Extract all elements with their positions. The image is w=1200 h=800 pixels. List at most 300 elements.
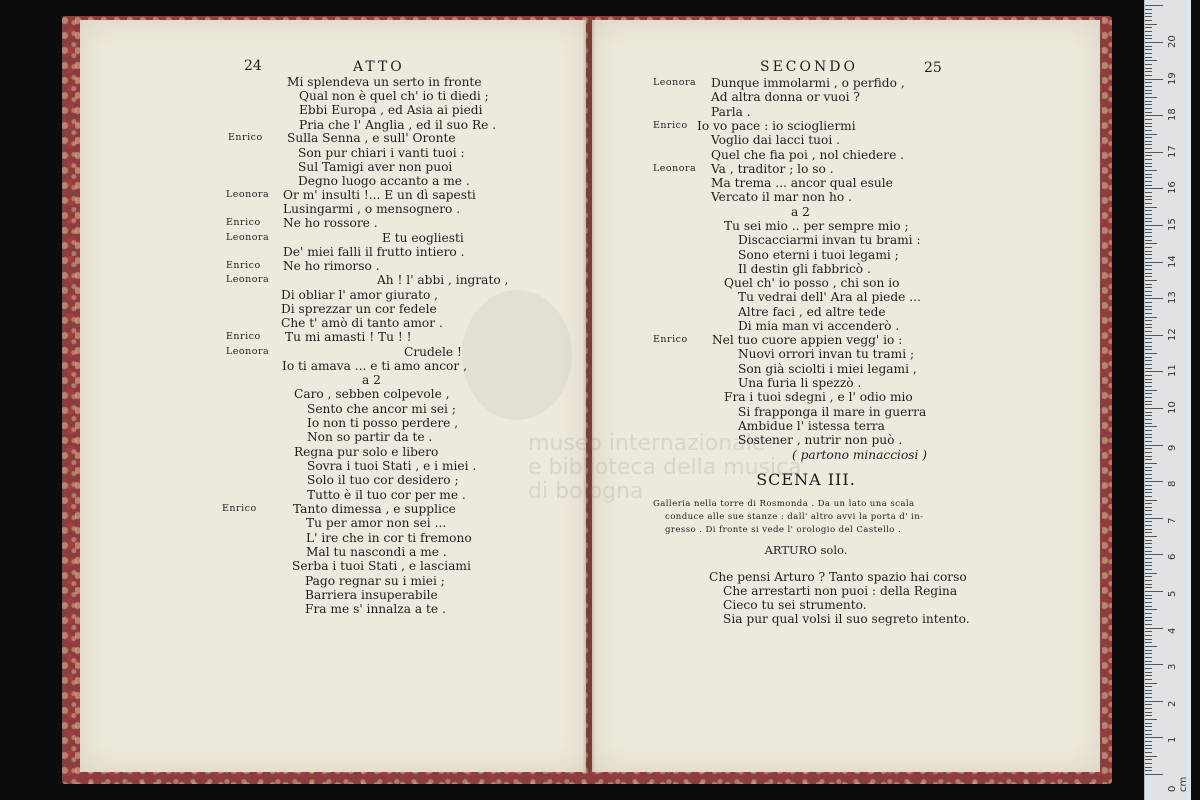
ruler-tick xyxy=(1145,170,1157,171)
ruler-tick xyxy=(1145,137,1152,138)
verse-line: Ah ! l' abbi , ingrato , xyxy=(377,273,509,287)
verse-line: Tu per amor non sei ... xyxy=(306,516,447,530)
ruler-number: 8 xyxy=(1167,480,1178,488)
ruler-tick xyxy=(1145,262,1163,263)
ruler-tick xyxy=(1145,478,1152,479)
ruler-tick xyxy=(1145,327,1152,328)
ruler-tick xyxy=(1145,16,1152,17)
verse-line: E tu eogliesti xyxy=(382,231,464,245)
ruler-tick xyxy=(1145,386,1152,387)
verse-line: Io non ti posso perdere , xyxy=(307,416,459,430)
ruler-tick xyxy=(1145,368,1152,369)
ruler-tick xyxy=(1145,313,1152,314)
verse-line: Fra me s' innalza a te . xyxy=(305,602,446,616)
verse-line: Vercato il mar non ho . xyxy=(711,190,852,204)
verse-line: Quel che fia poi , nol chiedere . xyxy=(711,148,905,162)
ruler-tick xyxy=(1145,470,1152,471)
ruler-tick xyxy=(1145,104,1152,105)
verse-line: Solo il tuo cor desidero ; xyxy=(307,473,459,487)
ruler-tick xyxy=(1145,324,1152,325)
verse-line: Tutto è il tuo cor per me . xyxy=(307,488,466,502)
ruler-tick xyxy=(1145,90,1152,91)
right-page-number: 25 xyxy=(924,60,942,76)
verse-line: Che pensi Arturo ? Tanto spazio hai corso xyxy=(709,570,967,584)
ruler-tick xyxy=(1145,141,1152,142)
ruler-tick xyxy=(1145,38,1152,39)
ruler-number: 4 xyxy=(1167,627,1178,634)
ruler-tick xyxy=(1145,192,1152,193)
ruler-tick xyxy=(1145,598,1152,599)
verse-line: Ne ho rossore . xyxy=(283,216,378,230)
ruler-tick xyxy=(1145,214,1152,215)
ruler-tick xyxy=(1145,342,1152,343)
ruler-tick xyxy=(1145,225,1163,226)
ruler-tick xyxy=(1145,174,1152,175)
verse-line: Quel ch' io posso , chi son io xyxy=(724,276,900,290)
verse-line: Lusingarmi , o mensognero . xyxy=(283,202,461,216)
ruler-tick xyxy=(1145,360,1152,361)
ruler-tick xyxy=(1145,510,1152,511)
ruler-tick xyxy=(1145,287,1152,288)
ruler-tick xyxy=(1145,408,1163,409)
verse-line: Son già sciolti i miei legami , xyxy=(738,362,917,376)
ruler-tick xyxy=(1145,20,1152,21)
verse-line: Che arrestarti non puoi : della Regina xyxy=(723,584,958,598)
ruler-tick xyxy=(1145,35,1152,36)
ruler-tick xyxy=(1145,64,1152,65)
ruler-tick xyxy=(1145,119,1152,120)
ruler-tick xyxy=(1145,562,1152,563)
ruler-tick xyxy=(1145,748,1152,749)
verse-line: Una furia li spezzò . xyxy=(738,376,862,390)
ruler-tick xyxy=(1145,240,1152,241)
ruler-tick xyxy=(1145,642,1152,643)
a-due-marker: a 2 xyxy=(791,205,810,219)
ruler-tick xyxy=(1145,144,1152,145)
ruler-tick xyxy=(1145,521,1152,522)
ruler-tick xyxy=(1145,653,1152,654)
ruler-tick xyxy=(1145,401,1152,402)
ruler-tick xyxy=(1145,185,1152,186)
verse-line: Sento che ancor mi sei ; xyxy=(307,402,456,416)
ruler-tick xyxy=(1145,236,1152,237)
verse-line: Or m' insulti !... E un dì sapesti xyxy=(283,188,476,202)
ruler-tick xyxy=(1145,49,1152,50)
ruler-tick xyxy=(1145,624,1152,625)
ruler-tick xyxy=(1145,631,1152,632)
verse-line: Nel tuo cuore appien vegg' io : xyxy=(712,333,903,347)
verse-line: Parla . xyxy=(711,105,751,119)
verse-line: Va , traditor ; lo so . xyxy=(711,162,834,176)
ruler-tick xyxy=(1145,719,1157,720)
ruler-tick xyxy=(1145,93,1152,94)
ruler-tick xyxy=(1145,708,1152,709)
ruler-tick xyxy=(1145,715,1152,716)
ruler-tick xyxy=(1145,166,1152,167)
ruler-tick xyxy=(1145,543,1152,544)
ruler-tick xyxy=(1145,79,1163,80)
ruler-number: 14 xyxy=(1167,254,1178,268)
verse-line: Non so partir da te . xyxy=(307,430,433,444)
verse-line: Discacciarmi invan tu brami : xyxy=(738,233,921,247)
ruler-number: 11 xyxy=(1167,364,1178,378)
ruler-tick xyxy=(1145,126,1152,127)
speaker-label: Enrico xyxy=(653,120,688,131)
verse-line: Cieco tu sei strumento. xyxy=(723,598,867,612)
ruler-tick xyxy=(1145,71,1152,72)
verse-line: Altre faci , ed altre tede xyxy=(738,305,886,319)
ruler-tick xyxy=(1145,123,1152,124)
speaker-label: Enrico xyxy=(226,260,261,271)
ruler-tick xyxy=(1145,419,1152,420)
ruler-tick xyxy=(1145,338,1152,339)
ruler-number: 2 xyxy=(1167,700,1178,707)
ruler-tick xyxy=(1145,628,1163,629)
verse-line: Sulla Senna , e sull' Oronte xyxy=(287,131,456,145)
ruler-tick xyxy=(1145,31,1152,32)
verse-line: Pago regnar su i miei ; xyxy=(305,574,445,588)
ruler-tick xyxy=(1145,298,1163,299)
verse-line: Che t' amò di tanto amor . xyxy=(281,316,443,330)
verse-line: Ebbi Europa , ed Asia ai piedi xyxy=(299,103,483,117)
verse-line: Dunque immolarmi , o perfido , xyxy=(711,76,905,90)
ruler-tick xyxy=(1145,46,1152,47)
ruler-tick xyxy=(1145,273,1152,274)
ruler-tick xyxy=(1145,159,1152,160)
ruler-number: 16 xyxy=(1167,181,1178,195)
ruler-tick xyxy=(1145,584,1152,585)
verse-line: Sul Tamigi aver non puoi xyxy=(298,160,453,174)
ruler-tick xyxy=(1145,573,1157,574)
ruler-number: 5 xyxy=(1167,590,1178,597)
verse-line: Si frapponga il mare in guerra xyxy=(738,405,927,419)
ruler-tick xyxy=(1145,423,1152,424)
ruler-tick xyxy=(1145,668,1152,669)
ruler-tick xyxy=(1145,452,1152,453)
ruler-tick xyxy=(1145,514,1152,515)
ruler-tick xyxy=(1145,412,1152,413)
measurement-ruler xyxy=(1144,0,1191,800)
ruler-tick xyxy=(1145,726,1152,727)
ruler-tick xyxy=(1145,309,1152,310)
ruler-tick xyxy=(1145,693,1152,694)
ruler-tick xyxy=(1145,759,1152,760)
ruler-tick xyxy=(1145,529,1152,530)
verse-line: Mal tu nascondi a me . xyxy=(306,545,447,559)
ruler-tick xyxy=(1145,426,1157,427)
verse-line: Barriera insuperabile xyxy=(305,588,438,602)
ruler-tick xyxy=(1145,210,1152,211)
ruler-tick xyxy=(1145,770,1152,771)
speaker-label: Leonora xyxy=(653,163,697,174)
ruler-number: 9 xyxy=(1167,444,1178,451)
ruler-tick xyxy=(1145,82,1152,83)
ruler-tick xyxy=(1145,108,1152,109)
ruler-tick xyxy=(1145,148,1152,149)
ruler-tick xyxy=(1145,371,1163,372)
ruler-tick xyxy=(1145,474,1152,475)
left-page-number: 24 xyxy=(244,58,262,74)
ruler-tick xyxy=(1145,320,1152,321)
ruler-tick xyxy=(1145,745,1152,746)
ruler-tick xyxy=(1145,203,1152,204)
ruler-tick xyxy=(1145,254,1152,255)
ruler-tick xyxy=(1145,295,1152,296)
stage-direction-line: Galleria nella torre di Rosmonda . Da un lato una scala xyxy=(653,499,915,509)
ruler-tick xyxy=(1145,221,1152,222)
ruler-tick xyxy=(1145,265,1152,266)
ruler-tick xyxy=(1145,229,1152,230)
ruler-tick xyxy=(1145,756,1157,757)
ruler-tick xyxy=(1145,741,1152,742)
ruler-tick xyxy=(1145,284,1152,285)
verse-line: Tu vedrai dell' Ara al piede ... xyxy=(738,290,921,304)
ruler-tick xyxy=(1145,448,1152,449)
ruler-tick xyxy=(1145,404,1152,405)
verse-line: Tu sei mio .. per sempre mio ; xyxy=(724,219,909,233)
stage-direction-line: gresso . Di fronte si vede l' orologio del Castello . xyxy=(665,525,902,535)
ruler-tick xyxy=(1145,291,1152,292)
ruler-number: 18 xyxy=(1167,108,1178,122)
right-running-head: SECONDO xyxy=(760,59,858,75)
ruler-tick xyxy=(1145,609,1157,610)
ruler-tick xyxy=(1145,188,1163,189)
ruler-tick xyxy=(1145,481,1163,482)
ruler-tick xyxy=(1145,492,1152,493)
ruler-number: 20 xyxy=(1167,35,1178,48)
ruler-tick xyxy=(1145,500,1157,501)
ruler-number: 1 xyxy=(1167,737,1178,744)
verse-line: Io vo pace : io sciogliermi xyxy=(697,119,856,133)
ruler-tick xyxy=(1145,701,1163,702)
ruler-tick xyxy=(1145,525,1152,526)
verse-line: Tanto dimessa , e supplice xyxy=(293,502,456,516)
ruler-tick xyxy=(1145,463,1157,464)
ruler-tick xyxy=(1145,112,1152,113)
ruler-tick xyxy=(1145,258,1152,259)
verse-line: Crudele ! xyxy=(404,345,462,359)
speaker-label: Leonora xyxy=(226,274,270,285)
ruler-tick xyxy=(1145,130,1152,131)
ruler-tick xyxy=(1145,507,1152,508)
ruler-tick xyxy=(1145,734,1152,735)
ruler-tick xyxy=(1145,430,1152,431)
ruler-tick xyxy=(1145,269,1152,270)
ruler-tick xyxy=(1145,489,1152,490)
ruler-tick xyxy=(1145,445,1163,446)
ruler-tick xyxy=(1145,697,1152,698)
verse-line: Ambidue l' istessa terra xyxy=(738,419,885,433)
ruler-tick xyxy=(1145,576,1152,577)
speaker-label: Enrico xyxy=(226,331,261,342)
ruler-tick xyxy=(1145,547,1152,548)
ruler-tick xyxy=(1145,357,1152,358)
ruler-tick xyxy=(1145,657,1152,658)
ruler-tick xyxy=(1145,397,1152,398)
ruler-tick xyxy=(1145,115,1163,116)
ruler-tick xyxy=(1145,613,1152,614)
ruler-tick xyxy=(1145,181,1152,182)
speaker-label: Enrico xyxy=(228,132,263,143)
ruler-tick xyxy=(1145,650,1152,651)
ruler-tick xyxy=(1145,5,1163,6)
ruler-tick xyxy=(1145,364,1152,365)
verse-line: Di mia man vi accenderò . xyxy=(738,319,900,333)
ruler-tick xyxy=(1145,664,1163,665)
ruler-number: 6 xyxy=(1167,554,1178,561)
verse-line: Regna pur solo e libero xyxy=(294,445,439,459)
ruler-tick xyxy=(1145,302,1152,303)
speaker-label: Enrico xyxy=(653,334,688,345)
ruler-tick xyxy=(1145,68,1152,69)
speaker-label: Leonora xyxy=(226,232,270,243)
ruler-number: 17 xyxy=(1167,145,1178,158)
ruler-tick xyxy=(1145,723,1152,724)
ruler-tick xyxy=(1145,86,1152,87)
ruler-tick xyxy=(1145,503,1152,504)
ruler-tick xyxy=(1145,496,1152,497)
ruler-tick xyxy=(1145,280,1157,281)
ruler-tick xyxy=(1145,382,1152,383)
ruler-tick xyxy=(1145,532,1152,533)
verse-line: Di obliar l' amor giurato , xyxy=(281,288,439,302)
verse-line: Sono eterni i tuoi legami ; xyxy=(738,248,899,262)
ruler-tick xyxy=(1145,390,1157,391)
ruler-tick xyxy=(1145,737,1163,738)
ruler-tick xyxy=(1145,276,1152,277)
ruler-tick xyxy=(1145,335,1163,336)
ruler-tick xyxy=(1145,317,1157,318)
ruler-tick xyxy=(1145,75,1152,76)
verse-line: Sostener , nutrir non può . xyxy=(738,433,903,447)
ruler-tick xyxy=(1145,767,1152,768)
left-running-head: ATTO xyxy=(353,59,405,75)
verse-line: Caro , sebben colpevole , xyxy=(294,387,450,401)
ruler-tick xyxy=(1145,375,1152,376)
ruler-number: 7 xyxy=(1167,517,1178,524)
ruler-tick xyxy=(1145,672,1152,673)
verse-line: Nuovi orrori invan tu trami ; xyxy=(738,347,915,361)
ruler-number: 13 xyxy=(1167,291,1178,305)
ruler-tick xyxy=(1145,346,1152,347)
ruler-tick xyxy=(1145,101,1152,102)
ruler-tick xyxy=(1145,536,1157,537)
verse-line: De' miei falli il frutto intiero . xyxy=(283,245,465,259)
ruler-tick xyxy=(1145,415,1152,416)
ruler-tick xyxy=(1145,199,1152,200)
verse-line: Sia pur qual volsi il suo segreto intento. xyxy=(723,612,970,626)
ruler-tick xyxy=(1145,646,1157,647)
verse-line: Ne ho rimorso . xyxy=(283,259,380,273)
ruler-tick xyxy=(1145,331,1152,332)
book-gutter xyxy=(583,20,595,772)
speaker-label: Leonora xyxy=(653,77,697,88)
ruler-tick xyxy=(1145,24,1157,25)
ruler-tick xyxy=(1145,620,1152,621)
verse-line: Io ti amava ... e ti amo ancor , xyxy=(282,359,467,373)
ruler-tick xyxy=(1145,306,1152,307)
a-due-marker: a 2 xyxy=(362,373,381,387)
stage-direction-line: conduce alle sue stanze : dall' altro avvi la porta d' in- xyxy=(665,512,924,522)
scene-title: SCENA III. xyxy=(756,470,856,489)
ruler-tick xyxy=(1145,639,1152,640)
ruler-tick xyxy=(1145,686,1152,687)
ruler-number: 3 xyxy=(1167,663,1178,671)
ruler-tick xyxy=(1145,57,1152,58)
ruler-tick xyxy=(1145,661,1152,662)
verse-line: Degno luogo accanto a me . xyxy=(298,174,470,188)
ruler-tick xyxy=(1145,9,1152,10)
ruler-tick xyxy=(1145,441,1152,442)
verse-line: Voglio dai lacci tuoi . xyxy=(711,133,840,147)
ruler-tick xyxy=(1145,177,1152,178)
verse-line: Mi splendeva un serto in fronte xyxy=(287,75,482,89)
ruler-tick xyxy=(1145,53,1152,54)
ruler-tick xyxy=(1145,97,1157,98)
ruler-tick xyxy=(1145,551,1152,552)
ruler-tick xyxy=(1145,675,1152,676)
ruler-tick xyxy=(1145,232,1152,233)
ruler-tick xyxy=(1145,349,1152,350)
ruler-tick xyxy=(1145,467,1152,468)
ruler-tick xyxy=(1145,456,1152,457)
ruler-tick xyxy=(1145,518,1163,519)
ruler-tick xyxy=(1145,196,1152,197)
verse-line: Di sprezzar un cor fedele xyxy=(281,302,437,316)
ruler-tick xyxy=(1145,558,1152,559)
speaker-label: Enrico xyxy=(226,217,261,228)
ruler-tick xyxy=(1145,569,1152,570)
ruler-number: 19 xyxy=(1167,71,1178,85)
speaker-label: Enrico xyxy=(222,503,257,514)
stage-note: ( partono minacciosi ) xyxy=(792,448,928,462)
ruler-tick xyxy=(1145,218,1152,219)
ruler-tick xyxy=(1145,163,1152,164)
verse-line: L' ire che in cor ti fremono xyxy=(306,531,472,545)
verse-line: Qual non è quel ch' io ti diedi ; xyxy=(299,89,489,103)
ruler-tick xyxy=(1145,155,1152,156)
verse-line: Fra i tuoi sdegni , e l' odio mio xyxy=(724,390,913,404)
verse-line: Serba i tuoi Stati , e lasciami xyxy=(292,559,471,573)
ruler-tick xyxy=(1145,459,1152,460)
ruler-tick xyxy=(1145,763,1152,764)
ruler-tick xyxy=(1145,602,1152,603)
ruler-tick xyxy=(1145,434,1152,435)
ruler-number: 15 xyxy=(1167,218,1178,231)
speaker-label: Leonora xyxy=(226,189,270,200)
ruler-tick xyxy=(1145,437,1152,438)
ruler-tick xyxy=(1145,27,1152,28)
ruler-tick xyxy=(1145,580,1152,581)
ruler-tick xyxy=(1145,704,1152,705)
ruler-tick xyxy=(1145,42,1163,43)
ruler-tick xyxy=(1145,690,1152,691)
ruler-tick xyxy=(1145,379,1152,380)
verse-line: Tu mi amasti ! Tu ! ! xyxy=(285,330,412,344)
character-heading: ARTURO solo. xyxy=(764,543,848,557)
verse-line: Ma trema ... ancor qual esule xyxy=(711,176,893,190)
ruler-tick xyxy=(1145,243,1157,244)
ruler-tick xyxy=(1145,591,1163,592)
verse-line: Ad altra donna or vuoi ? xyxy=(711,90,860,104)
ruler-tick xyxy=(1145,540,1152,541)
ruler-tick xyxy=(1145,134,1157,135)
ruler-tick xyxy=(1145,617,1152,618)
verse-line: Il destin gli fabbricò . xyxy=(738,262,871,276)
ruler-tick xyxy=(1145,485,1152,486)
speaker-label: Leonora xyxy=(226,346,270,357)
ruler-tick xyxy=(1145,207,1157,208)
